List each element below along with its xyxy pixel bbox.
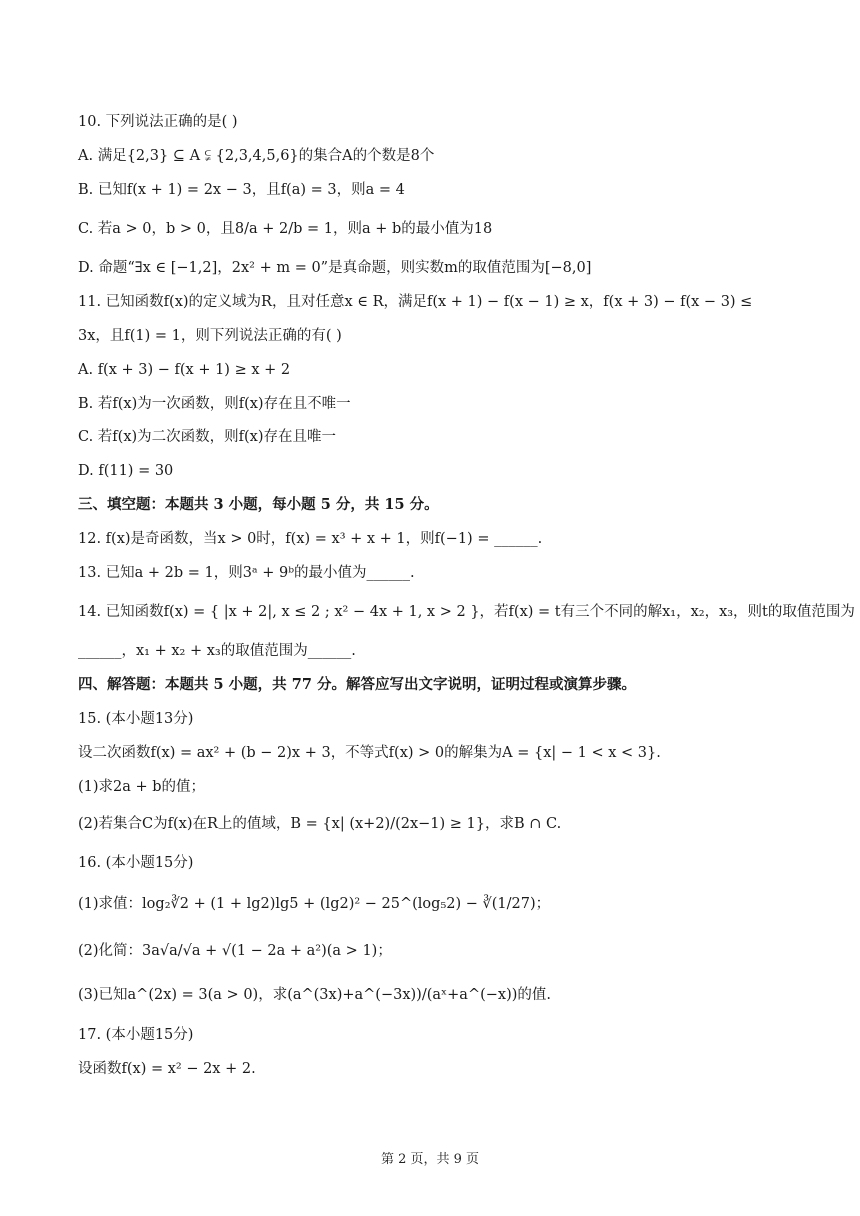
- section-3-heading: 三、填空题：本题共 3 小题，每小题 5 分，共 15 分。: [78, 496, 439, 513]
- question-17-title: 17. (本小题15分): [78, 1027, 194, 1043]
- question-12: 12. f(x)是奇函数，当x > 0时，f(x) = x³ + x + 1，则f(−1) = ______.: [78, 531, 543, 547]
- option-11d: D. f(11) = 30: [78, 463, 174, 479]
- question-16-title: 16. (本小题15分): [78, 855, 194, 871]
- option-11b: B. 若f(x)为一次函数，则f(x)存在且不唯一: [78, 396, 351, 412]
- question-15-part2: (2)若集合C为f(x)在R上的值域，B = {x| (x+2)/(2x−1) ≥ 1}，求B ∩ C.: [78, 816, 562, 832]
- question-14-cont: ______，x₁ + x₂ + x₃的取值范围为______.: [78, 643, 356, 659]
- option-10c: C. 若a > 0，b > 0，且8/a + 2/b = 1，则a + b的最小值为18: [78, 221, 493, 237]
- option-11a: A. f(x + 3) − f(x + 1) ≥ x + 2: [78, 362, 291, 378]
- question-16-part2: (2)化简：3a√a/√a + √(1 − 2a + a²)(a > 1)；: [78, 943, 392, 959]
- option-10b: B. 已知f(x + 1) = 2x − 3，且f(a) = 3，则a = 4: [78, 182, 405, 198]
- option-10d: D. 命题“∃x ∈ [−1,2]，2x² + m = 0”是真命题，则实数m的取值范围为[−8,0]: [78, 260, 592, 276]
- question-16-part3: (3)已知a^(2x) = 3(a > 0)，求(a^(3x)+a^(−3x))/(aˣ+a^(−x))的值.: [78, 987, 552, 1003]
- page-footer: 第 2 页，共 9 页: [380, 1152, 480, 1167]
- option-10a: A. 满足{2,3} ⊆ A ⫋ {2,3,4,5,6}的集合A的个数是8个: [78, 148, 435, 164]
- section-4-heading: 四、解答题：本题共 5 小题，共 77 分。解答应写出文字说明，证明过程或演算步骤。: [78, 676, 636, 693]
- question-15-title: 15. (本小题13分): [78, 711, 194, 727]
- question-11-cont: 3x，且f(1) = 1，则下列说法正确的有( ): [78, 328, 342, 344]
- question-16-part1: (1)求值：log₂∛2 + (1 + lg2)lg5 + (lg2)² − 25^(log₅2) − ∛(1/27)；: [78, 896, 551, 912]
- option-11c: C. 若f(x)为二次函数，则f(x)存在且唯一: [78, 429, 337, 445]
- question-17-stem: 设函数f(x) = x² − 2x + 2.: [78, 1061, 256, 1077]
- question-13: 13. 已知a + 2b = 1，则3ᵃ + 9ᵇ的最小值为______.: [78, 565, 415, 581]
- question-14: 14. 已知函数f(x) = { |x + 2|, x ≤ 2 ; x² − 4x + 1, x > 2 }，若f(x) = t有三个不同的解x₁，x₂，x₃，则t的取值范围为: [78, 604, 855, 620]
- question-10: 10. 下列说法正确的是( ): [78, 114, 238, 130]
- question-15-stem: 设二次函数f(x) = ax² + (b − 2)x + 3，不等式f(x) > 0的解集为A = {x| − 1 < x < 3}.: [78, 745, 661, 761]
- question-15-part1: (1)求2a + b的值；: [78, 779, 206, 795]
- question-11: 11. 已知函数f(x)的定义域为R，且对任意x ∈ R，满足f(x + 1) − f(x − 1) ≥ x，f(x + 3) − f(x − 3) ≤: [78, 294, 753, 310]
